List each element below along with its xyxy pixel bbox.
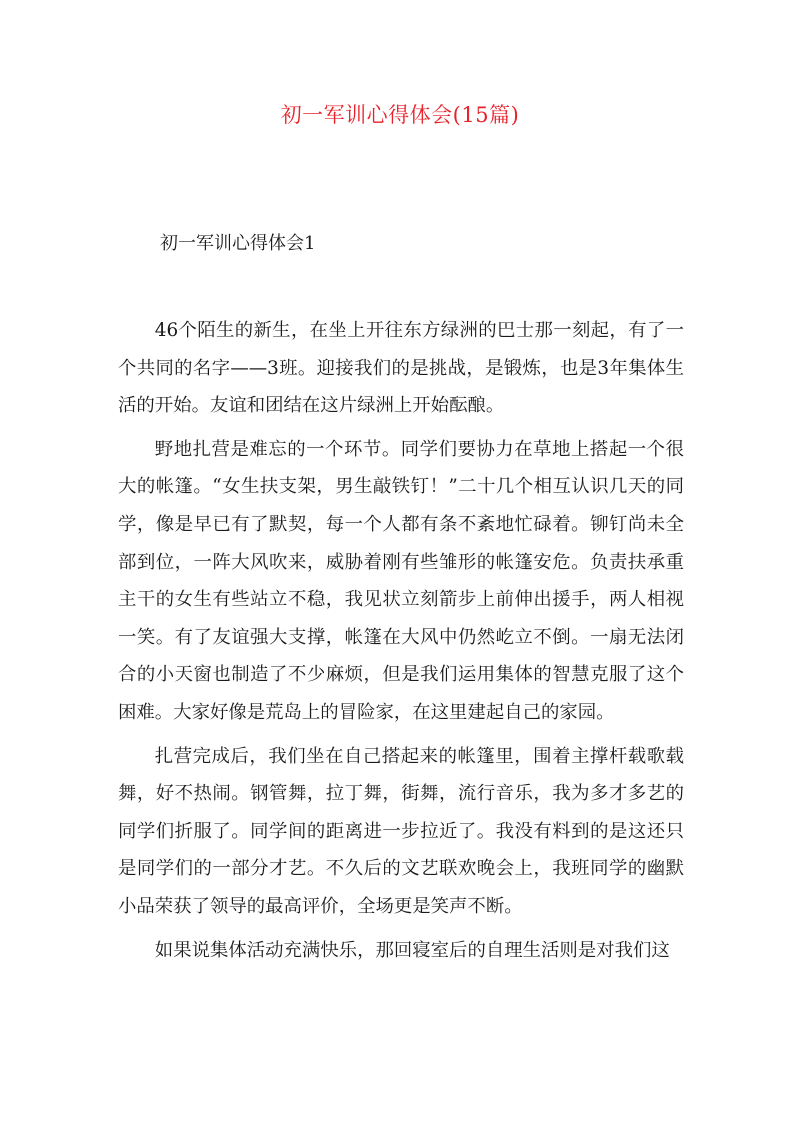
section-heading: 初一军训心得体会1 (160, 233, 316, 254)
document-title: 初一军训心得体会(15篇) (280, 103, 520, 127)
paragraph-2: 野地扎营是难忘的一个环节。同学们要协力在草地上搭起一个很大的帐篷。“女生扶支架，男生敲铁钉！”二十几个相互认识几天的同学，像是早已有了默契，每一个人都有条不紊地忙碌着。铆钉尚未全部到位，一阵大风吹来，威胁着刚有些雏形的帐篷安危。负责扶承重主干的女生有些站立不稳，我见状立刻箭步上前伸出援手，两人相视一笑。有了友谊强大支撑，帐篷在大风中仍然屹立不倒。一扇无法闭合的小天窗也制造了不少麻烦，但是我们运用集体的智慧克服了这个困难。大家好像是荒岛上的冒险家，在这里建起自己的家园。 (118, 438, 684, 723)
paragraph-1: 46个陌生的新生，在坐上开往东方绿洲的巴士那一刻起，有了一个共同的名字——3班。迎接我们的是挑战，是锻炼，也是3年集体生活的开始。友谊和团结在这片绿洲上开始酝酿。 (118, 320, 684, 417)
document-body (118, 312, 684, 969)
paragraph-4: 如果说集体活动充满快乐，那回寝室后的自理生活则是对我们这 (154, 939, 670, 961)
paragraph-3: 扎营完成后，我们坐在自己搭起来的帐篷里，围着主撑杆载歌载舞，好不热闹。钢管舞，拉丁舞，街舞，流行音乐，我为多才多艺的同学们折服了。同学间的距离进一步拉近了。我没有料到的是这还只是同学们的一部分才艺。不久后的文艺联欢晚会上，我班同学的幽默小品荣获了领导的最高评价，全场更是笑声不断。 (118, 745, 684, 917)
